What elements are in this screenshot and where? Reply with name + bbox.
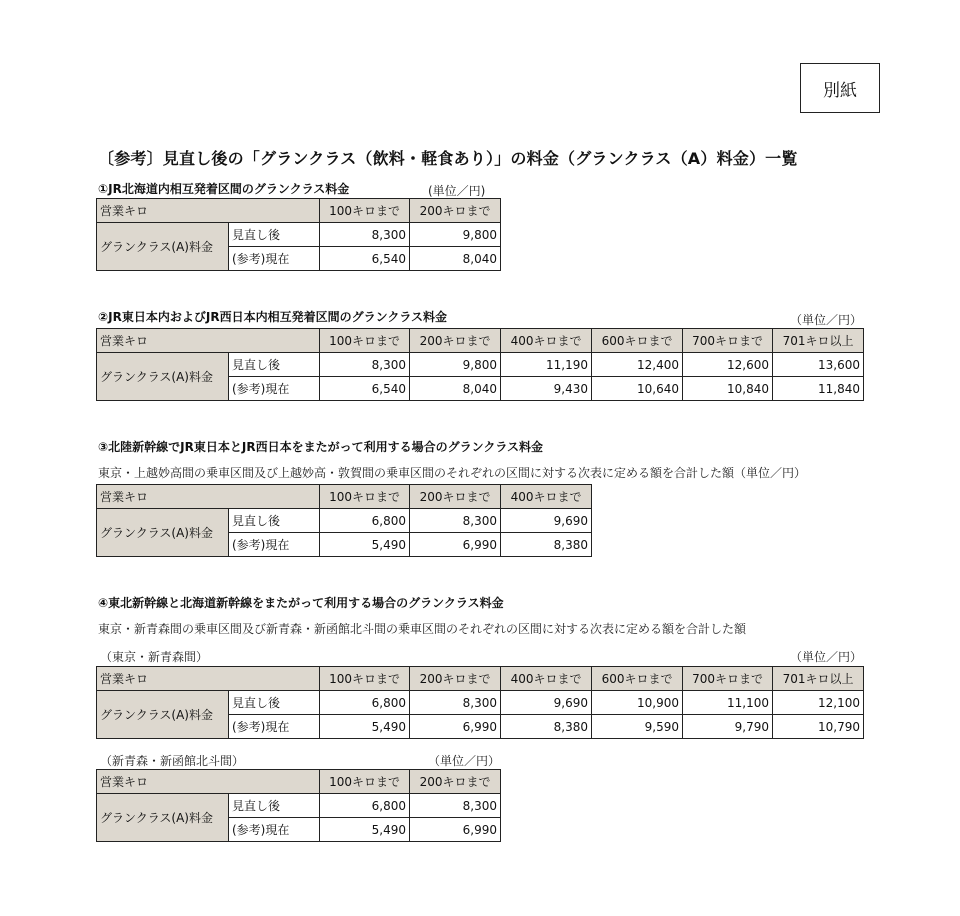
header-row — [97, 329, 864, 353]
row-label: グランクラス(A)料金 — [97, 794, 229, 842]
section-4b-unit: （単位／円） — [428, 754, 501, 768]
section-1-title: ①JR北海道内相互発着区間のグランクラス料金 — [98, 182, 350, 196]
fare-cell: 12,600 — [683, 353, 773, 377]
column-header: 100キロまで — [320, 485, 410, 509]
column-header: 700キロまで — [683, 667, 773, 691]
column-header: 100キロまで — [320, 667, 410, 691]
row-label: グランクラス(A)料金 — [97, 353, 229, 401]
fare-cell: 13,600 — [773, 353, 864, 377]
sub-label-current: (参考)現在 — [229, 377, 320, 401]
sub-label-new: 見直し後 — [229, 353, 320, 377]
fare-cell: 8,300 — [320, 353, 410, 377]
section-1-table — [96, 198, 501, 271]
fare-cell: 6,800 — [320, 794, 410, 818]
fare-cell: 10,900 — [592, 691, 683, 715]
section-2-table — [96, 328, 864, 401]
sub-label-new: 見直し後 — [229, 691, 320, 715]
fare-cell: 11,190 — [501, 353, 592, 377]
row-label: グランクラス(A)料金 — [97, 509, 229, 557]
fare-cell: 9,690 — [501, 509, 592, 533]
fare-cell: 6,800 — [320, 509, 410, 533]
fare-cell: 8,380 — [501, 715, 592, 739]
row-label: グランクラス(A)料金 — [97, 691, 229, 739]
table-row — [97, 509, 592, 533]
fare-cell: 9,790 — [683, 715, 773, 739]
fare-cell: 6,800 — [320, 691, 410, 715]
row-header-cell: 営業キロ — [97, 199, 320, 223]
column-header: 600キロまで — [592, 667, 683, 691]
sub-label-new: 見直し後 — [229, 223, 320, 247]
sub-label-new: 見直し後 — [229, 794, 320, 818]
fare-cell: 10,840 — [683, 377, 773, 401]
sub-label-current: (参考)現在 — [229, 247, 320, 271]
column-header: 200キロまで — [410, 485, 501, 509]
fare-cell: 9,800 — [410, 353, 501, 377]
fare-cell: 8,300 — [410, 509, 501, 533]
fare-cell: 10,640 — [592, 377, 683, 401]
table-row — [97, 691, 864, 715]
column-header: 400キロまで — [501, 667, 592, 691]
sub-label-current: (参考)現在 — [229, 715, 320, 739]
section-4-title: ④東北新幹線と北海道新幹線をまたがって利用する場合のグランクラス料金 — [98, 596, 504, 610]
fare-cell: 6,990 — [410, 818, 501, 842]
sub-label-current: (参考)現在 — [229, 533, 320, 557]
fare-cell: 9,690 — [501, 691, 592, 715]
section-3-title: ③北陸新幹線でJR東日本とJR西日本をまたがって利用する場合のグランクラス料金 — [98, 440, 543, 454]
table-row — [97, 353, 864, 377]
column-header: 701キロ以上 — [773, 667, 864, 691]
fare-cell: 8,040 — [410, 247, 501, 271]
row-label: グランクラス(A)料金 — [97, 223, 229, 271]
header-row — [97, 199, 501, 223]
fare-cell: 8,300 — [410, 691, 501, 715]
fare-cell: 8,300 — [320, 223, 410, 247]
fare-cell: 5,490 — [320, 818, 410, 842]
fare-cell: 12,400 — [592, 353, 683, 377]
header-row — [97, 770, 501, 794]
column-header: 600キロまで — [592, 329, 683, 353]
fare-cell: 11,840 — [773, 377, 864, 401]
section-4a-label: （東京・新青森間） — [100, 650, 209, 664]
fare-cell: 9,430 — [501, 377, 592, 401]
column-header: 400キロまで — [501, 329, 592, 353]
fare-cell: 12,100 — [773, 691, 864, 715]
column-header: 400キロまで — [501, 485, 592, 509]
column-header: 700キロまで — [683, 329, 773, 353]
fare-cell: 6,540 — [320, 247, 410, 271]
table-row — [97, 223, 501, 247]
fare-cell: 6,990 — [410, 715, 501, 739]
row-header-cell: 営業キロ — [97, 667, 320, 691]
column-header: 200キロまで — [410, 770, 501, 794]
fare-cell: 10,790 — [773, 715, 864, 739]
fare-cell: 6,990 — [410, 533, 501, 557]
row-header-cell: 営業キロ — [97, 770, 320, 794]
section-4b-label: （新青森・新函館北斗間） — [100, 754, 245, 768]
page-title: 〔参考〕見直し後の「グランクラス（飲料・軽食あり）」の料金（グランクラス（A）料金）一覧 — [98, 149, 798, 168]
column-header: 100キロまで — [320, 329, 410, 353]
column-header: 200キロまで — [410, 199, 501, 223]
row-header-cell: 営業キロ — [97, 485, 320, 509]
section-4-note: 東京・新青森間の乗車区間及び新青森・新函館北斗間の乗車区間のそれぞれの区間に対する次表に定める額を合計した額 — [98, 622, 747, 636]
sub-label-current: (参考)現在 — [229, 818, 320, 842]
fare-cell: 8,380 — [501, 533, 592, 557]
section-3-note: 東京・上越妙高間の乗車区間及び上越妙高・敦賀間の乗車区間のそれぞれの区間に対する次表に定める額を合計した額（単位／円） — [98, 466, 807, 480]
row-header-cell: 営業キロ — [97, 329, 320, 353]
fare-cell: 8,040 — [410, 377, 501, 401]
fare-cell: 11,100 — [683, 691, 773, 715]
table-row — [97, 794, 501, 818]
section-4a-unit: （単位／円） — [790, 650, 863, 664]
header-row — [97, 667, 864, 691]
fare-cell: 5,490 — [320, 533, 410, 557]
section-3-table — [96, 484, 592, 557]
column-header: 200キロまで — [410, 667, 501, 691]
section-2-title: ②JR東日本内およびJR西日本内相互発着区間のグランクラス料金 — [98, 310, 447, 324]
section-4b-table — [96, 769, 501, 842]
sub-label-new: 見直し後 — [229, 509, 320, 533]
fare-cell: 9,800 — [410, 223, 501, 247]
section-4a-table — [96, 666, 864, 739]
section-1-unit: (単位／円) — [428, 184, 486, 198]
fare-cell: 5,490 — [320, 715, 410, 739]
column-header: 100キロまで — [320, 199, 410, 223]
fare-cell: 8,300 — [410, 794, 501, 818]
section-2-unit: （単位／円） — [790, 313, 863, 327]
column-header: 200キロまで — [410, 329, 501, 353]
fare-cell: 9,590 — [592, 715, 683, 739]
appendix-label: 別紙 — [800, 63, 880, 113]
column-header: 701キロ以上 — [773, 329, 864, 353]
fare-cell: 6,540 — [320, 377, 410, 401]
column-header: 100キロまで — [320, 770, 410, 794]
header-row — [97, 485, 592, 509]
